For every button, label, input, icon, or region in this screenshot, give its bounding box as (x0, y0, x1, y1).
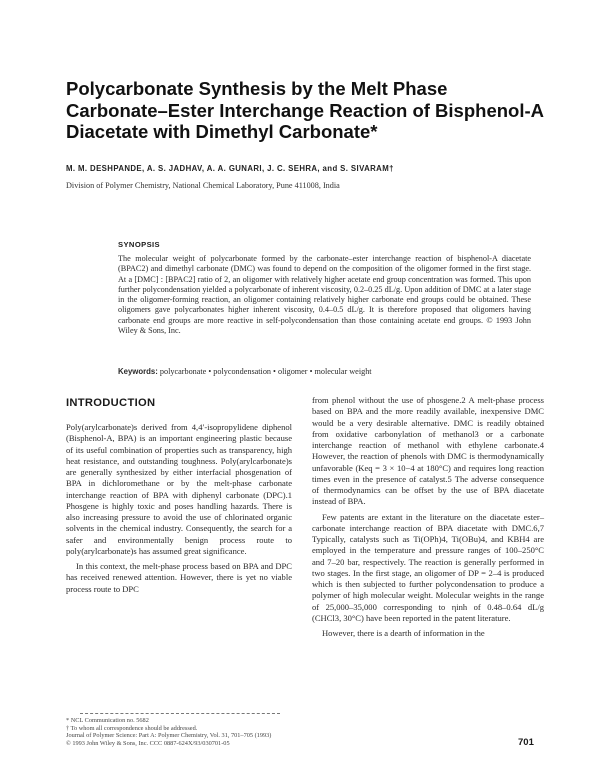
keywords-label: Keywords: (118, 367, 158, 376)
intro-paragraph-3: from phenol without the use of phosgene.2 A melt-phase process based on BPA and the more readily available, inexpensive DMC would be a very desirable alternative. DMC is readily obtained from oxidative carbonylation of methanol3 or a carbonate interchange reaction of methanol with ethylene carbonate.4 However, the reaction of phenols with DMC is thermodynamically unfavorable (Keq = 3 × 10−4 at 180°C) and requires long reaction times even in the presence of catalyst.5 The adverse consequence of thermodynamics can be offset by the use of BPA diacetate instead of BPA. (312, 395, 544, 507)
section-heading-introduction: INTRODUCTION (66, 397, 156, 409)
author-list: M. M. DESHPANDE, A. S. JADHAV, A. A. GUNARI, J. C. SEHRA, and S. SIVARAM† (66, 164, 394, 173)
keywords-list: polycarbonate • polycondensation • oligomer • molecular weight (159, 367, 372, 376)
intro-paragraph-2: In this context, the melt-phase process based on BPA and DPC has received renewed attention. However, there is yet no viable process route to DPC (66, 561, 292, 594)
paper-title: Polycarbonate Synthesis by the Melt Phase Carbonate–Ester Interchange Reaction of Bisphenol-A Diacetate with Dimethyl Carbonate* (66, 78, 544, 142)
left-column (66, 422, 292, 595)
intro-paragraph-5: However, there is a dearth of information in the (322, 628, 485, 638)
affiliation: Division of Polymer Chemistry, National Chemical Laboratory, Pune 411008, India (66, 181, 340, 190)
footnote-ncl: * NCL Communication no. 5682 (66, 717, 149, 724)
intro-paragraph-4: Few patents are extant in the literature on the diacetate ester–carbonate interchange reaction of BPA diacetate with DMC.6,7 Typically, catalysts such as Ti(OPh)4, Ti(OBu)4, and KBH4 are employed in the temperature and pressure ranges of 100–250°C and 7–20 bar, respectively. The reaction is generally performed in two stages. In the first stage, an oligomer of DP = 2–4 is produced which is then subjected to further polycondensation to produce a polymer of high molecular weight. Molecular weights in the range of 25,000–35,000 corresponding to ηinh of 0.48–0.64 dL/g (CHCl3, 30°C) have been reported in the patent literature. (312, 511, 544, 623)
keywords-line (118, 367, 531, 376)
footnote-copyright: © 1993 John Wiley & Sons, Inc. CCC 0887-624X/93/030701-05 (66, 739, 230, 747)
right-column (312, 395, 544, 639)
footnote-correspondence: † To whom all correspondence should be addressed. (66, 724, 198, 732)
footnotes (66, 717, 296, 747)
footnote-journal: Journal of Polymer Science: Part A: Polymer Chemistry, Vol. 31, 701–705 (1993) (66, 732, 272, 740)
synopsis-heading: SYNOPSIS (118, 240, 161, 249)
footnote-divider (80, 713, 280, 714)
synopsis-text: The molecular weight of polycarbonate formed by the carbonate–ester interchange reaction of bisphenol-A diacetate (BPAC2) and dimethyl carbonate (DMC) was found to depend on the composition of the oligomer formed in the first stage. At a [DMC] : [BPAC2] ratio of 2, an oligomer with relatively higher acetate end group concentration was formed. This upon further polycondensation yielded a polycarbonate of inherent viscosity, 0.2–0.25 dL/g. Upon addition of DMC at a later stage in the oligomer-forming reaction, an oligomer containing relatively higher carbonate end groups could be obtained. These oligomers gave polycarbonates higher inherent viscosity, 0.4–0.5 dL/g. It is therefore proposed that oligomers having carbonate end groups are more reactive in self-polycondensation than those containing acetate end groups. © 1993 John Wiley & Sons, Inc. (118, 254, 531, 336)
page-number: 701 (518, 737, 534, 748)
intro-paragraph-1: Poly(arylcarbonate)s derived from 4,4′-isopropylidene diphenol (Bisphenol-A, BPA) is an important engineering plastic because of its useful combination of properties such as transparency, high heat resistance, and outstanding toughness. Poly(arylcarbonate)s are generally synthesized by either interfacial phosgenation of BPA in dichloromethane or by the melt-phase carbonate interchange reaction of BPA with diphenyl carbonate (DPC).1 Phosgene is highly toxic and poses handling hazards. There is also increasing pressure to avoid the use of chlorinated organic solvents in the chemical industry. Consequently, the search for a safer and environmentally benign process route to poly(arylcarbonate)s has assumed great significance. (66, 422, 292, 556)
